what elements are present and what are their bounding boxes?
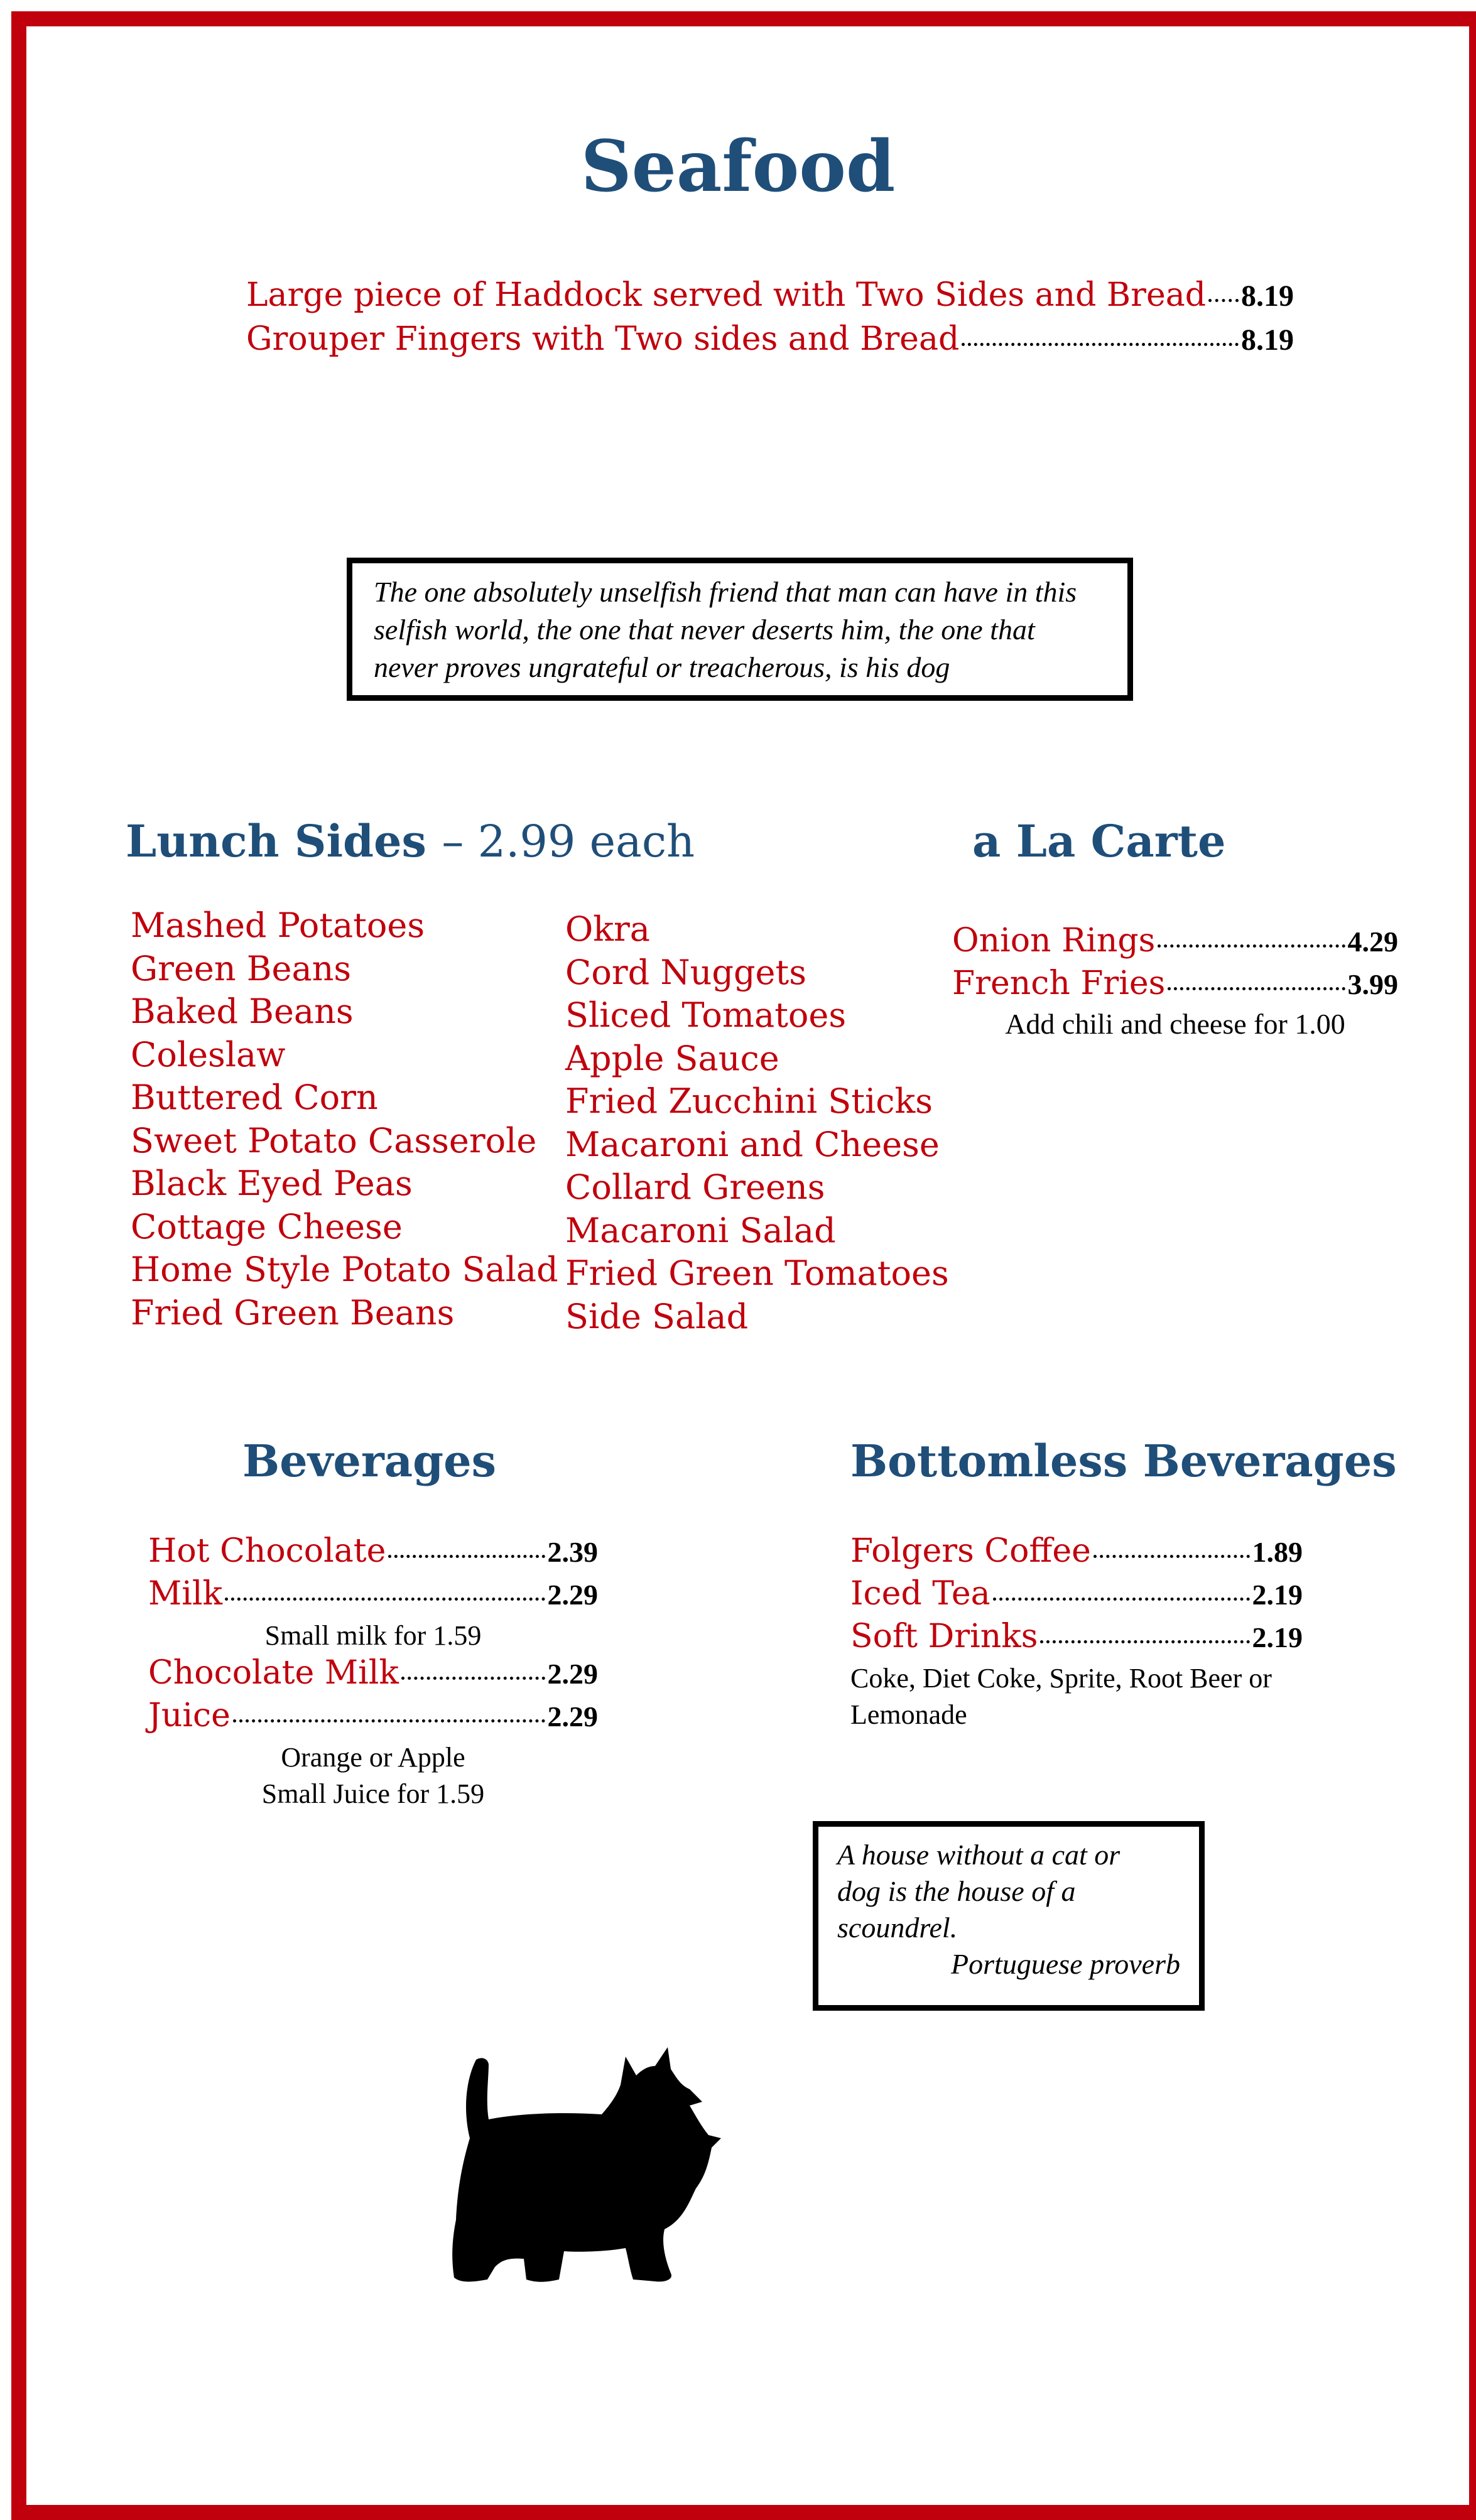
- item-note: Orange or Apple: [281, 1742, 465, 1773]
- item-name: Onion Rings: [952, 922, 1156, 960]
- item-price: 2.19: [1252, 1621, 1303, 1653]
- quote-attribution: Portuguese proverb: [951, 1948, 1180, 1980]
- quote-line: A house without a cat or: [837, 1839, 1121, 1871]
- lunch-sides-heading: [126, 815, 695, 867]
- page-title: Seafood: [580, 126, 896, 208]
- proverb-quote-box: [813, 1821, 1205, 2011]
- item-note: Add chili and cheese for 1.00: [1005, 1008, 1345, 1040]
- menu-item: [246, 276, 1294, 320]
- list-item: Coleslaw: [131, 1034, 286, 1074]
- item-price: 8.19: [1241, 323, 1294, 357]
- item-price: 2.19: [1252, 1579, 1303, 1611]
- item-name: Folgers Coffee: [850, 1532, 1091, 1570]
- item-price: 1.89: [1252, 1536, 1303, 1568]
- list-item: Apple Sauce: [565, 1038, 779, 1078]
- item-name: Milk: [148, 1575, 223, 1613]
- item-note: Lemonade: [850, 1699, 967, 1730]
- list-item: Sweet Potato Casserole: [131, 1120, 537, 1160]
- item-price: 3.99: [1347, 968, 1398, 1000]
- item-name: French Fries: [952, 965, 1166, 1002]
- item-note: Small Juice for 1.59: [261, 1778, 485, 1809]
- list-item: Fried Green Beans: [131, 1292, 455, 1333]
- item-name: Chocolate Milk: [148, 1654, 399, 1692]
- list-item: Side Salad: [565, 1296, 749, 1336]
- beverages-heading: Beverages: [242, 1435, 497, 1487]
- list-item: Cord Nuggets: [565, 952, 806, 992]
- menu-item: [148, 1575, 598, 1618]
- dot-leader: [1093, 1555, 1250, 1558]
- lunch-sides-column-2: [565, 908, 949, 1338]
- menu-item: [148, 1697, 598, 1739]
- menu-item: [246, 320, 1294, 364]
- list-item: Collard Greens: [565, 1167, 825, 1207]
- dot-leader: [993, 1598, 1250, 1601]
- dot-leader: [388, 1555, 545, 1558]
- dot-leader: [1208, 299, 1239, 302]
- list-item: Green Beans: [131, 948, 352, 988]
- menu-item: [850, 1618, 1303, 1660]
- seafood-list: [246, 276, 1294, 364]
- list-item: Macaroni Salad: [565, 1210, 836, 1250]
- dot-leader: [962, 343, 1239, 346]
- a-la-carte-heading: a La Carte: [972, 815, 1226, 867]
- menu-item: [850, 1532, 1303, 1575]
- dot-leader: [1040, 1640, 1249, 1643]
- list-item: Sliced Tomatoes: [565, 995, 847, 1035]
- menu-item: [148, 1654, 598, 1697]
- list-item: Black Eyed Peas: [131, 1164, 413, 1203]
- quote-line: scoundrel.: [837, 1912, 958, 1944]
- list-item: Baked Beans: [131, 992, 354, 1031]
- menu-item: [952, 922, 1398, 965]
- list-item: Fried Zucchini Sticks: [565, 1081, 933, 1121]
- list-item: Fried Green Tomatoes: [565, 1253, 949, 1293]
- lunch-sides-column-1: [131, 904, 558, 1334]
- item-name: Hot Chocolate: [148, 1532, 386, 1570]
- menu-item: [148, 1532, 598, 1575]
- lunch-sides-price: – 2.99 each: [442, 816, 695, 867]
- item-price: 2.29: [547, 1579, 598, 1611]
- quote-line: dog is the house of a: [837, 1875, 1076, 1907]
- list-item: Buttered Corn: [131, 1078, 378, 1117]
- item-name: Iced Tea: [850, 1575, 990, 1613]
- bottomless-beverages-heading: Bottomless Beverages: [850, 1435, 1397, 1487]
- item-name: Large piece of Haddock served with Two Sides and Bread: [246, 276, 1207, 314]
- dog-quote-box: The one absolutely unselfish friend that man can have in this selfish world, the one that never deserts him, the one that never proves ungrateful or treacherous, is his dog: [347, 558, 1133, 701]
- item-price: 4.29: [1347, 926, 1398, 958]
- list-item: Macaroni and Cheese: [565, 1124, 940, 1164]
- item-name: Juice: [148, 1697, 231, 1734]
- dot-leader: [1158, 944, 1345, 948]
- dot-leader: [1168, 987, 1345, 990]
- list-item: Mashed Potatoes: [131, 906, 425, 945]
- a-la-carte-list: [952, 922, 1398, 1041]
- item-note: Coke, Diet Coke, Sprite, Root Beer or: [850, 1663, 1272, 1694]
- dot-leader: [401, 1677, 545, 1680]
- item-price: 2.29: [547, 1658, 598, 1690]
- scottish-terrier-silhouette-icon: [394, 2031, 734, 2295]
- item-name: Grouper Fingers with Two sides and Bread: [246, 320, 960, 358]
- item-price: 2.29: [547, 1701, 598, 1733]
- item-price: 8.19: [1241, 279, 1294, 313]
- menu-item: [850, 1575, 1303, 1618]
- bottomless-beverages-list: [850, 1532, 1303, 1733]
- list-item: Home Style Potato Salad: [131, 1250, 558, 1289]
- item-name: Soft Drinks: [850, 1618, 1038, 1655]
- item-note: Small milk for 1.59: [264, 1620, 482, 1651]
- item-price: 2.39: [547, 1536, 598, 1568]
- list-item: Okra: [565, 909, 650, 949]
- dot-leader: [225, 1598, 545, 1601]
- list-item: Cottage Cheese: [131, 1206, 403, 1246]
- beverages-list: [148, 1532, 598, 1812]
- lunch-sides-title: Lunch Sides: [126, 815, 426, 867]
- menu-item: [952, 965, 1398, 1007]
- dot-leader: [233, 1719, 545, 1722]
